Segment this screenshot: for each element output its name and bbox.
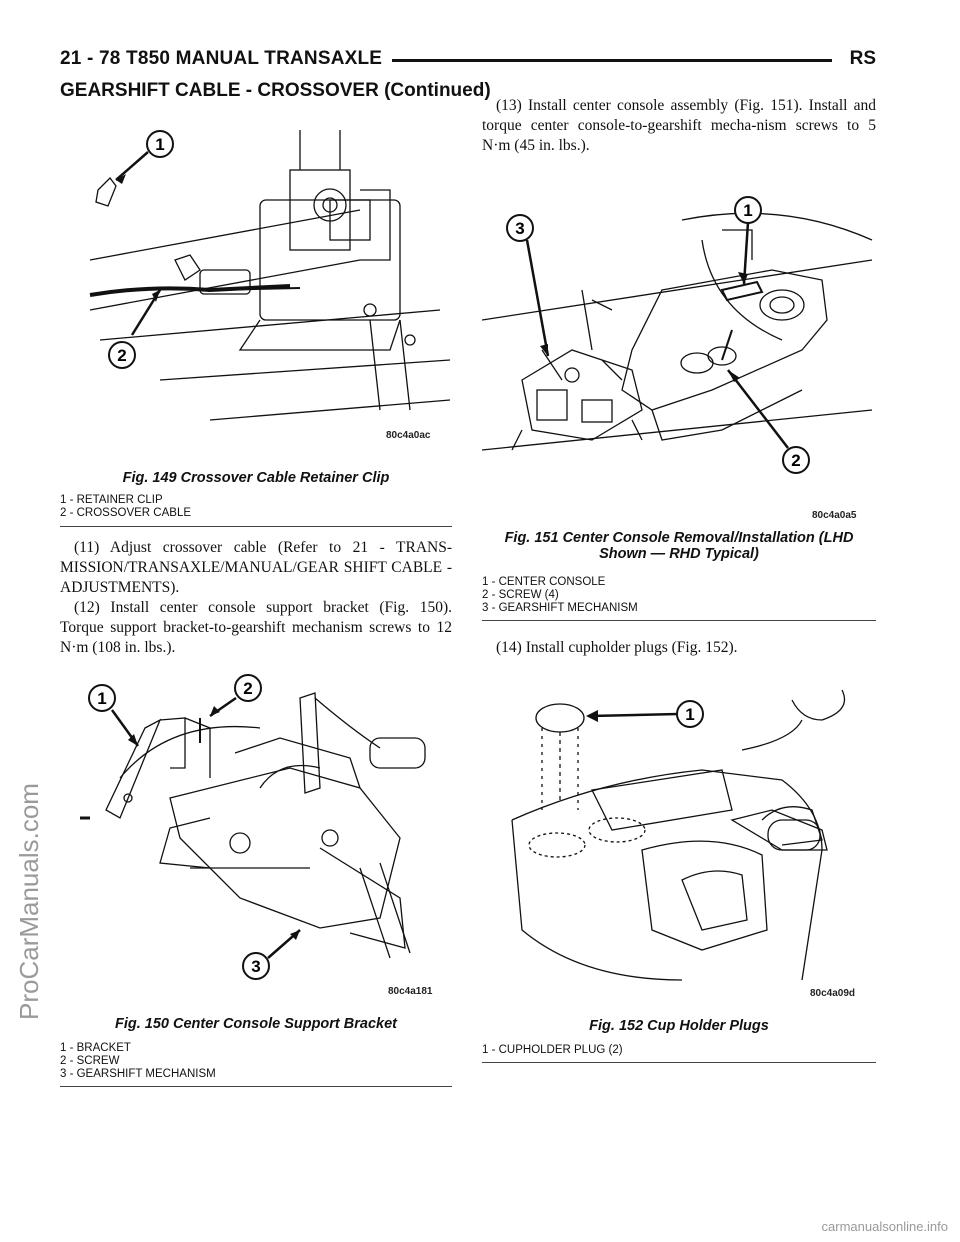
legend-item: 2 - CROSSOVER CABLE	[60, 507, 192, 519]
step-13: (13) Install center console assembly (Fig. 151). Install and torque center console-to-gearshift mecha-nism screws to 5 N·m (45 in. lbs.).	[482, 97, 876, 154]
side-watermark-text: ProCarManuals.com	[14, 783, 44, 1020]
right-text-block-top	[482, 96, 876, 156]
legend-item: 2 - SCREW	[60, 1055, 120, 1067]
legend-item: 3 - GEARSHIFT MECHANISM	[60, 1068, 216, 1080]
fig152-legend	[482, 1044, 623, 1057]
fig150-callout-1: 1	[97, 689, 107, 708]
fig151-callout-2: 2	[791, 451, 801, 470]
step-11: (11) Adjust crossover cable (Refer to 21 - TRANS-MISSION/TRANSAXLE/MANUAL/GEAR SHIFT CABLE - ADJUSTMENTS).	[60, 539, 452, 596]
fig149-callout-1: 1	[155, 135, 165, 154]
fig150-caption: Fig. 150 Center Console Support Bracket	[114, 1016, 397, 1032]
fig149-legend	[60, 494, 191, 520]
fig149-callout-2: 2	[117, 346, 127, 365]
fig149-code: 80c4a0ac	[386, 430, 431, 441]
fig149-rule	[60, 526, 452, 527]
side-watermark	[14, 520, 50, 1020]
fig149-caption: Fig. 149 Crossover Cable Retainer Clip	[122, 470, 390, 486]
fig-149-illustration	[60, 110, 452, 462]
legend-item: 1 - BRACKET	[60, 1042, 131, 1054]
fig150-code: 80c4a181	[388, 986, 433, 997]
legend-item: 1 - CENTER CONSOLE	[482, 576, 606, 588]
header-rule	[392, 59, 832, 62]
legend-item: 3 - GEARSHIFT MECHANISM	[482, 602, 638, 614]
fig151-callout-1: 1	[743, 201, 753, 220]
fig151-rule	[482, 620, 876, 621]
section-title: GEARSHIFT CABLE - CROSSOVER (Continued)	[60, 80, 491, 101]
fig151-caption: Fig. 151 Center Console Removal/Installation (LHD Shown — RHD Typical)	[504, 530, 854, 562]
fig150-callout-3: 3	[251, 957, 261, 976]
fig151-code: 80c4a0a5	[812, 510, 857, 521]
left-text-block	[60, 538, 452, 658]
legend-item: 1 - CUPHOLDER PLUG (2)	[482, 1044, 623, 1056]
fig-152-illustration	[482, 680, 876, 1000]
fig150-legend	[60, 1042, 216, 1081]
step-14: (14) Install cupholder plugs (Fig. 152).	[496, 639, 738, 656]
step-12: (12) Install center console support bracket (Fig. 150). Torque support bracket-to-gearshift mechanism screws to 12 N·m (108 in. lbs.).	[60, 599, 452, 656]
fig150-callout-2: 2	[243, 679, 253, 698]
legend-item: 2 - SCREW (4)	[482, 589, 559, 601]
fig150-rule	[60, 1086, 452, 1087]
fig-150-illustration	[60, 668, 452, 988]
header-section-code: RS	[849, 48, 876, 69]
legend-item: 1 - RETAINER CLIP	[60, 494, 163, 506]
page-header	[60, 48, 876, 72]
fig152-rule	[482, 1062, 876, 1063]
footer-watermark: carmanualsonline.info	[821, 1219, 948, 1234]
fig-151-illustration	[482, 180, 876, 510]
fig151-legend	[482, 576, 638, 615]
fig152-callout-1: 1	[685, 705, 695, 724]
fig152-caption: Fig. 152 Cup Holder Plugs	[589, 1018, 769, 1034]
header-page-title: 21 - 78 T850 MANUAL TRANSAXLE	[60, 48, 383, 69]
right-text-block-bottom	[482, 638, 876, 658]
fig151-callout-3: 3	[515, 219, 525, 238]
fig152-code: 80c4a09d	[810, 988, 856, 999]
